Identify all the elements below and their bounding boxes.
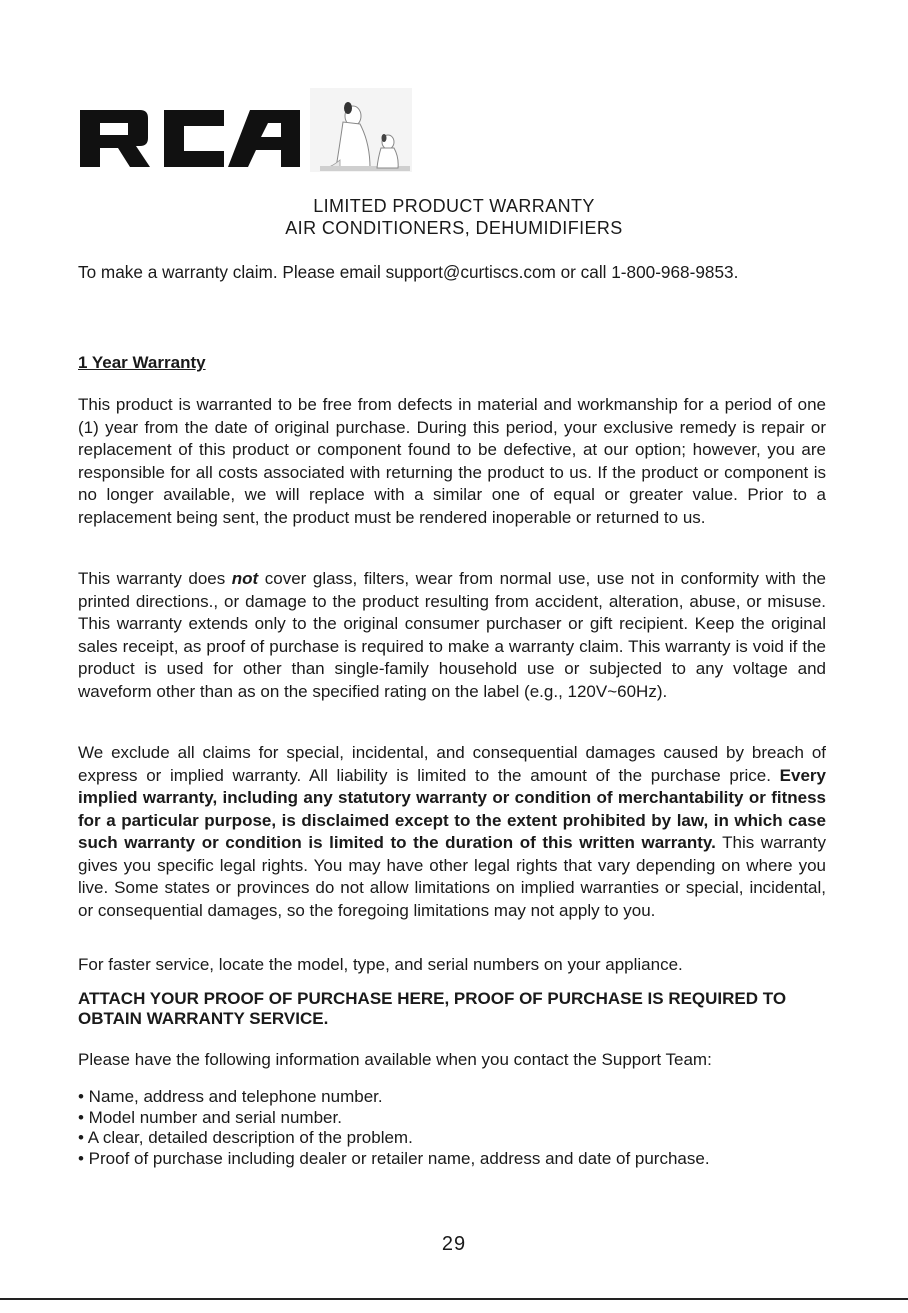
required-info-list — [78, 1087, 710, 1169]
contact-line: To make a warranty claim. Please email support@curtiscs.com or call 1-800-968-9853. — [78, 262, 739, 282]
list-item: • Proof of purchase including dealer or retailer name, address and date of purchase. — [78, 1148, 710, 1168]
liability-disclaimer-bold: Every implied warranty, including any statutory warranty or condition of merchantability or fitness for a particular purpose, is disclaimed except to the extent prohibited by law, in which case such warranty or condition is limited to the duration of this written warranty. — [78, 765, 826, 852]
rca-wordmark — [80, 110, 300, 167]
exclusions-text-pre: This warranty does — [78, 569, 232, 588]
rca-logo-text: RCA — [78, 88, 81, 89]
page-number: 29 — [441, 1233, 467, 1255]
exclusions-emphasis: not — [231, 569, 259, 588]
rca-logo — [78, 88, 413, 173]
bottom-divider — [0, 1298, 908, 1300]
dog-icon — [310, 88, 412, 172]
exclusions-text-post: cover glass, filters, wear from normal use, use not in conformity with the printed directions., or damage to the product resulting from accident, alteration, abuse, or misuse. This warranty extends only to the original consumer purchaser or gift recipient. Keep the original sales receipt, as proof of purchase is required to make a warranty claim. This warranty is void if the product is used for other than single-family household use or subjected to any voltage and waveform other than as on the specified rating on the label (e.g., 120V~60Hz). — [78, 569, 826, 701]
support-info-paragraph: Please have the following information available when you contact the Support Team: — [78, 1050, 712, 1069]
liability-text-pre: We exclude all claims for special, incidental, and consequential damages caused by breach of express or implied warranty. All liability is limited to the amount of the purchase price. — [78, 743, 826, 785]
attach-proof-notice: ATTACH YOUR PROOF OF PURCHASE HERE, PROOF OF PURCHASE IS REQUIRED TO OBTAIN WARRANTY SERVICE. — [78, 989, 787, 1028]
liability-text-post: This warranty gives you specific legal rights. You may have other legal rights that vary depending on where you live. Some states or provinces do not allow limitations on implied warranties or special, incidental, or consequential damages, so the foregoing limitations may not apply to you. — [78, 833, 826, 920]
liability-paragraph — [78, 742, 826, 922]
list-item: • A clear, detailed description of the problem. — [78, 1128, 413, 1147]
faster-service-paragraph: For faster service, locate the model, type, and serial numbers on your appliance. — [78, 955, 683, 974]
exclusions-paragraph — [78, 568, 826, 703]
list-item: • Name, address and telephone number. — [78, 1087, 383, 1106]
list-item: • Model number and serial number. — [78, 1107, 342, 1127]
warranty-subtitle: AIR CONDITIONERS, DEHUMIDIFIERS — [285, 218, 623, 238]
warranty-coverage-paragraph: This product is warranted to be free from defects in material and workmanship for a period of one (1) year from the date of original purchase. During this period, your exclusive remedy is repair or replacement of this product or component found to be defective, at our option; however, you are responsible for all costs associated with returning the product to us. If the product or component is no longer available, we will replace with a similar one of equal or greater value. Prior to a replacement being sent, the product must be rendered inoperable or returned to us. — [78, 395, 826, 527]
warranty-title: LIMITED PRODUCT WARRANTY — [313, 196, 595, 216]
section-title: 1 Year Warranty — [78, 353, 206, 372]
